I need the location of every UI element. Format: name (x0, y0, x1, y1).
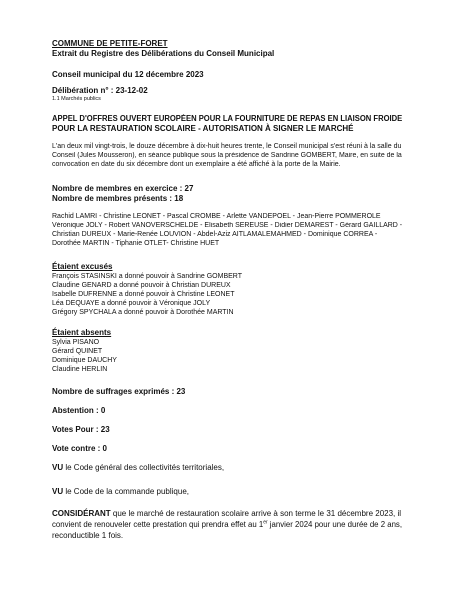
excuse-item: Léa DEQUAYE a donné pouvoir à Véronique JOLY (52, 300, 211, 307)
deliberation-block (52, 86, 402, 103)
vu-text: le Code général des collectivités territoriales, (63, 463, 225, 472)
present-members-list (52, 212, 402, 248)
deliberation-number: Délibération n° : 23-12-02 (52, 86, 148, 95)
vu-lead: VU (52, 487, 64, 496)
ordinal-suffix: er (263, 519, 268, 526)
votes-pour-count: Votes Pour : 23 (52, 425, 110, 434)
session-date: Conseil municipal du 12 décembre 2023 (52, 70, 204, 79)
intro-line-3: convocation en date du six décembre dont un exemplaire a été affiché à la porte de la Mairie. (52, 161, 341, 168)
considerant-line-2b: janvier 2024 pour une durée de 2 ans, (267, 520, 403, 529)
members-exercice: Nombre de membres en exercice : 27 (52, 184, 194, 193)
absents-heading: Étaient absents (52, 328, 112, 337)
subject-title (52, 114, 402, 134)
suffrages-count: Nombre de suffrages exprimés : 23 (52, 387, 186, 396)
considerant-paragraph (52, 508, 402, 541)
considerant-line-2a: convient de renouveler cette prestation qui prendra effet au 1 (52, 520, 264, 529)
members-presents: Nombre de membres présents : 18 (52, 194, 184, 203)
absents-section (52, 328, 402, 374)
vu-lead: VU (52, 463, 64, 472)
document-header (52, 39, 402, 59)
vu-code-commande (52, 486, 402, 497)
vu-code-collectivites (52, 462, 402, 473)
abstention-count: Abstention : 0 (52, 406, 106, 415)
absent-item: Dominique DAUCHY (52, 357, 117, 364)
present-line-1: Rachid LAMRI - Christine LEONET - Pascal CROMBE - Arlette VANDEPOEL - Jean-Pierre POMMEROLE (52, 213, 381, 220)
present-line-2: Véronique JOLY - Robert VANOVERSCHELDE - Elisabeth SEREUSE - Didier DEMAREST - Gérard GAILLARD - (52, 222, 403, 229)
registry-extract: Extrait du Registre des Délibérations du Conseil Municipal (52, 49, 275, 58)
considerant-line-3: reconductible 1 fois. (52, 531, 124, 540)
commune-name: COMMUNE DE PETITE-FORET (52, 39, 168, 48)
intro-paragraph (52, 142, 402, 169)
excuse-item: François STASINSKI a donné pouvoir à Sandrine GOMBERT (52, 273, 242, 280)
considerant-line-1: que le marché de restauration scolaire arrive à son terme le 31 décembre 2023, il (110, 509, 402, 518)
vu-text: le Code de la commande publique, (63, 487, 189, 496)
deliberation-category: 1.1 Marchés publics (52, 96, 101, 102)
subject-line-1: APPEL D'OFFRES OUVERT EUROPÉEN POUR LA FOURNITURE DE REPAS EN LIAISON FROIDE (52, 114, 403, 123)
subject-line-2: POUR LA RESTAURATION SCOLAIRE - AUTORISATION À SIGNER LE MARCHÉ (52, 124, 354, 133)
excuses-heading: Étaient excusés (52, 262, 113, 271)
present-line-4: Dorothée MARTIN - Tiphanie OTLET- Christine HUET (52, 240, 220, 247)
votes-contre-count: Vote contre : 0 (52, 444, 107, 453)
present-line-3: Christian DUREUX - Marie-Renée LOUVION - Abdel-Aziz AITLAMALEMAHMED - Dominique CORREA - (52, 231, 378, 238)
absent-item: Gérard QUINET (52, 348, 103, 355)
excuse-item: Grégory SPYCHALA a donné pouvoir à Dorothée MARTIN (52, 309, 234, 316)
excuse-item: Claudine GENARD a donné pouvoir à Christian DUREUX (52, 282, 231, 289)
absent-item: Sylvia PISANO (52, 339, 100, 346)
members-count (52, 184, 402, 204)
considerant-lead: CONSIDÉRANT (52, 509, 111, 518)
absent-item: Claudine HERLIN (52, 366, 108, 373)
intro-line-2: Conseil (Jules Mousseron), en séance publique sous la présidence de Sandrine GOMBERT, Maire, en suite de la (52, 152, 402, 159)
excuse-item: Isabelle DUFRENNE a donné pouvoir à Christine LEONET (52, 291, 235, 298)
intro-line-1: L'an deux mil vingt-trois, le douze décembre à dix-huit heures trente, le Conseil municipal s'est réuni à la salle du (52, 143, 402, 150)
excuses-section (52, 262, 402, 317)
